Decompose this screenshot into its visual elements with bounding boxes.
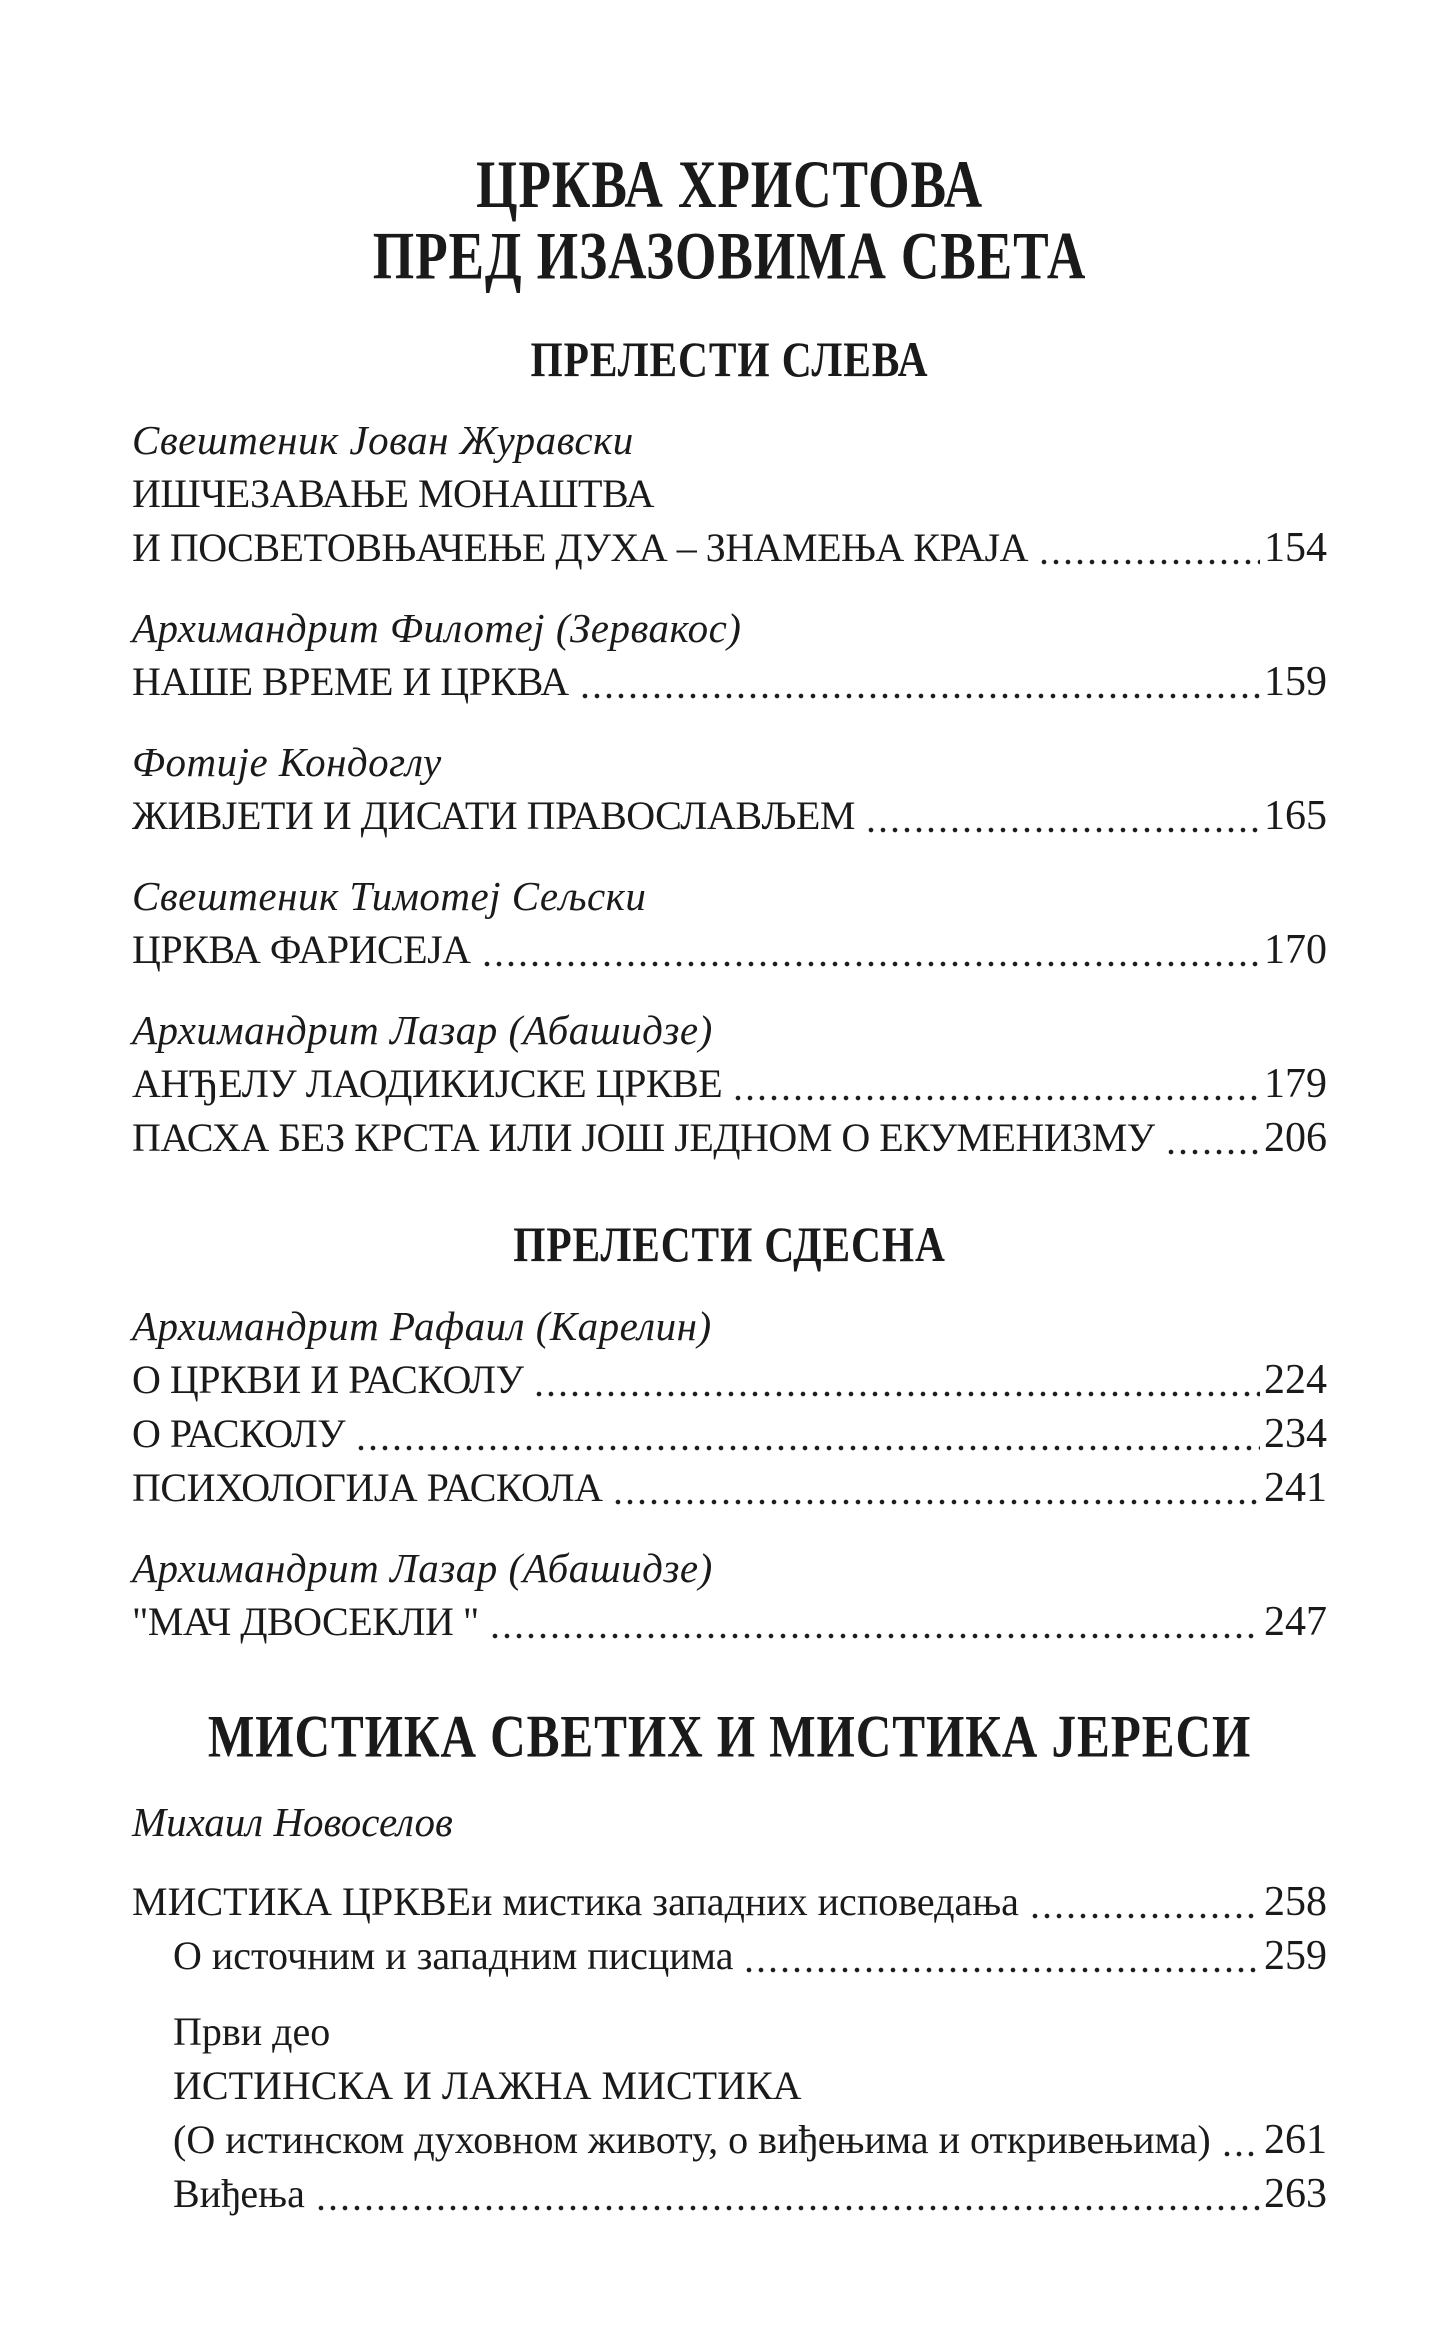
dotted-leader bbox=[533, 1390, 1260, 1398]
author-name: Архимандрит Рафаил (Карелин) bbox=[132, 1302, 712, 1349]
entry-title-caps: МИСТИКА ЦРКВЕ bbox=[132, 1878, 471, 1924]
toc-entry bbox=[132, 1875, 1327, 1929]
toc-entry bbox=[132, 1111, 1327, 1165]
toc-group bbox=[132, 413, 1327, 575]
toc-entry bbox=[173, 2113, 1327, 2167]
toc-group bbox=[132, 1003, 1327, 1165]
dotted-leader bbox=[732, 1094, 1260, 1102]
page-number: 224 bbox=[1264, 1356, 1327, 1403]
dotted-leader bbox=[865, 826, 1260, 834]
page-number: 170 bbox=[1264, 927, 1327, 974]
toc-entry bbox=[173, 2167, 1327, 2221]
page-number: 241 bbox=[1264, 1464, 1327, 1511]
dotted-leader bbox=[489, 1632, 1260, 1640]
toc-group bbox=[132, 1875, 1327, 1983]
author-name: Михаил Новоселов bbox=[132, 1798, 453, 1845]
entry-title: Виђења bbox=[173, 2170, 305, 2216]
entry-title: ПАСХА БЕЗ КРСТА ИЛИ ЈОШ ЈЕДНОМ О ЕКУМЕНИЗМУ bbox=[132, 1115, 1155, 1161]
author-name: Архимандрит Лазар (Абашидзе) bbox=[132, 1544, 713, 1591]
dotted-leader bbox=[355, 1444, 1260, 1452]
page-number: 159 bbox=[1264, 659, 1327, 706]
toc-entry bbox=[132, 1929, 1327, 1983]
entry-title: ЦРКВА ФАРИСЕЈА bbox=[132, 927, 471, 973]
book-title-line-1: ЦРКВА ХРИСТОВА bbox=[476, 147, 983, 223]
entry-title: (О истинском духовном животу, о виђењима и откривењима) bbox=[173, 2116, 1211, 2162]
page-number: 261 bbox=[1264, 2116, 1327, 2163]
page-number: 247 bbox=[1264, 1598, 1327, 1645]
section-heading-prelesti-sleva: ПРЕЛЕСТИ СЛЕВА bbox=[530, 332, 929, 388]
toc-entry bbox=[132, 655, 1327, 709]
dotted-leader bbox=[1221, 2150, 1260, 2158]
dotted-leader bbox=[1165, 1148, 1260, 1156]
entry-title: ПСИХОЛОГИЈА РАСКОЛА bbox=[132, 1464, 603, 1510]
toc-entry bbox=[132, 789, 1327, 843]
toc-entry bbox=[132, 923, 1327, 977]
dotted-leader bbox=[1038, 558, 1260, 566]
entry-title: ИШЧЕЗАВАЊЕ МОНАШТВА bbox=[132, 471, 655, 517]
subsection-label: Први део bbox=[173, 2008, 331, 2054]
entry-title: ЖИВЈЕТИ И ДИСАТИ ПРАВОСЛАВЉЕМ bbox=[132, 793, 855, 839]
author-name: Свештеник Тимотеј Сељски bbox=[132, 873, 647, 920]
page-number: 165 bbox=[1264, 793, 1327, 840]
section-heading-prelesti-sdesna: ПРЕЛЕСТИ СДЕСНА bbox=[513, 1217, 946, 1273]
dotted-leader bbox=[481, 960, 1260, 968]
subsection-title: ИСТИНСКА И ЛАЖНА МИСТИКА bbox=[173, 2062, 802, 2108]
page-number: 234 bbox=[1264, 1410, 1327, 1457]
page-number: 154 bbox=[1264, 525, 1327, 572]
page-number: 259 bbox=[1264, 1932, 1327, 1979]
toc-group bbox=[132, 735, 1327, 843]
toc-subsection bbox=[132, 2005, 1327, 2221]
toc-group bbox=[132, 1541, 1327, 1649]
dotted-leader bbox=[1029, 1912, 1260, 1920]
toc-group bbox=[132, 1299, 1327, 1515]
entry-title-rest: и мистика западних исповедања bbox=[470, 1878, 1019, 1924]
toc-group bbox=[132, 1795, 1327, 1849]
toc-entry bbox=[132, 1353, 1327, 1407]
page-number: 206 bbox=[1264, 1115, 1327, 1162]
toc-entry bbox=[132, 1461, 1327, 1515]
page-number: 263 bbox=[1264, 2170, 1327, 2217]
entry-title: АНЂЕЛУ ЛАОДИКИЈСКЕ ЦРКВЕ bbox=[132, 1061, 723, 1107]
entry-title: О РАСКОЛУ bbox=[132, 1410, 346, 1456]
author-name: Фотије Кондоглу bbox=[132, 739, 442, 786]
page-number: 179 bbox=[1264, 1061, 1327, 1108]
entry-title: О ЦРКВИ И РАСКОЛУ bbox=[132, 1356, 524, 1402]
toc-entry bbox=[132, 1407, 1327, 1461]
dotted-leader bbox=[743, 1966, 1260, 1974]
book-title bbox=[216, 147, 1244, 295]
page-number: 258 bbox=[1264, 1878, 1327, 1925]
author-name: Архимандрит Филотеј (Зервакос) bbox=[132, 605, 742, 652]
entry-title: О источним и западним писцима bbox=[173, 1932, 734, 1978]
part-mistika bbox=[132, 1705, 1327, 2221]
toc-group bbox=[132, 869, 1327, 977]
dotted-leader bbox=[315, 2204, 1260, 2212]
entry-title: НАШЕ ВРЕМЕ И ЦРКВА bbox=[132, 659, 569, 705]
toc-entry bbox=[132, 1057, 1327, 1111]
toc-group bbox=[132, 601, 1327, 709]
toc-entry bbox=[132, 521, 1327, 575]
entry-title: И ПОСВЕТОВЊАЧЕЊЕ ДУХА – ЗНАМЕЊА КРАЈА bbox=[132, 525, 1028, 571]
book-title-line-2: ПРЕД ИЗАЗОВИМА СВЕТА bbox=[372, 219, 1087, 295]
entry-title: "МАЧ ДВОСЕКЛИ " bbox=[132, 1598, 479, 1644]
author-name: Архимандрит Лазар (Абашидзе) bbox=[132, 1007, 713, 1054]
part-heading-mistika: МИСТИКА СВЕТИХ И МИСТИКА ЈЕРЕСИ bbox=[207, 1703, 1252, 1771]
author-name: Свештеник Јован Журавски bbox=[132, 417, 634, 464]
dotted-leader bbox=[612, 1498, 1260, 1506]
toc-entry bbox=[132, 1595, 1327, 1649]
dotted-leader bbox=[579, 692, 1260, 700]
